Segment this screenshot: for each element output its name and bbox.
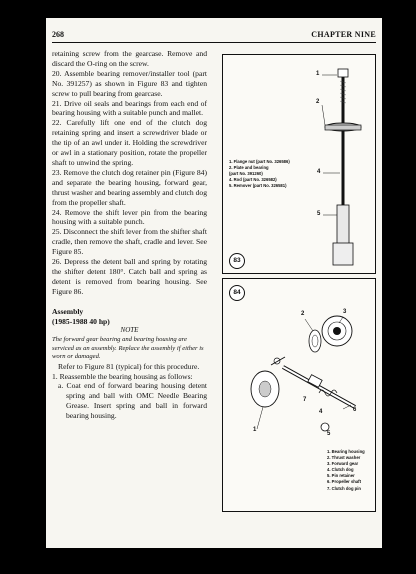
- page-header: [52, 28, 376, 43]
- callout-5: 5: [327, 431, 331, 437]
- callout-5: 5: [317, 211, 321, 217]
- figure-84: [222, 278, 376, 512]
- section-heading: Assembly: [52, 306, 84, 316]
- paragraph: 24. Remove the shift lever pin from the bearing housing with a suitable punch.: [52, 207, 207, 227]
- chapter-title: CHAPTER NINE: [311, 30, 376, 39]
- callout-3: 3: [343, 309, 347, 315]
- figure-83: [222, 54, 376, 274]
- left-text-column: [52, 49, 207, 421]
- section-subheading: (1985-1988 40 hp): [52, 316, 110, 326]
- page-number: 268: [52, 30, 64, 39]
- figure-84-legend: 1. Bearing housing 2. Thrust washer 3. Forward gear 4. Clutch dog 5. Pin retainer 6. Propeller shaft 7. Clutch dog pin: [327, 449, 365, 491]
- paragraph: Refer to Figure 81 (typical) for this procedure.: [58, 361, 200, 371]
- callout-7: 7: [303, 397, 307, 403]
- step: 1. Reassemble the bearing housing as follows:: [52, 371, 193, 381]
- paragraph: 26. Depress the detent ball and spring by rotating the shifter detent 180°. Catch ball and spring as detent is removed from bearing housing. See Figure 86.: [52, 257, 207, 296]
- paragraph: 20. Assemble bearing remover/installer tool (part No. 391257) as shown in Figure 83 and tighten screw to pull bearing from gearcase.: [52, 68, 207, 98]
- callout-2: 2: [301, 311, 305, 317]
- paragraph: 25. Disconnect the shift lever from the shifter shaft cradle, then remove the shaft, cradle and lever. See Figure 85.: [52, 227, 207, 257]
- paragraph: retaining screw from the gearcase. Remove and discard the O-ring on the screw.: [52, 49, 207, 68]
- paragraph: 22. Carefully lift one end of the clutch dog retaining spring and insert a screwdriver blade or the tip of an awl under it. Holding the screwdriver or awl in a stationary position, rotate the propeller shaft to unwind the spring.: [52, 118, 207, 167]
- callout-4: 4: [317, 169, 321, 175]
- figure-number-badge: 84: [229, 285, 245, 301]
- manual-page: [46, 18, 382, 548]
- note-title: NOTE: [120, 326, 139, 335]
- sub-step: a. Coat end of forward bearing housing detent spring and ball with OMC Needle Bearing Grease. Insert spring and ball in forward bearing housing.: [58, 381, 207, 421]
- paragraph: 23. Remove the clutch dog retainer pin (Figure 84) and separate the bearing housing, forward gear, thrust washer and bearing assembly and clutch dog from the propeller shaft.: [52, 167, 207, 207]
- figure-number-badge: 83: [229, 253, 245, 269]
- paragraph: 21. Drive oil seals and bearings from each end of bearing housing with a suitable punch and mallet.: [52, 98, 207, 118]
- callout-6: 6: [353, 407, 357, 413]
- note-text: The forward gear bearing and bearing housing are serviced as an assembly. Replace the assembly if either is worn or damaged.: [52, 336, 204, 361]
- callout-4: 4: [319, 409, 323, 415]
- figure-83-legend: 1. Flange nut (part No. 326586) 2. Plate and bearing (part No. 391260) 4. Rod (part No. 326582) 5. Remover (part No. 326581): [229, 159, 290, 189]
- callout-1: 1: [316, 71, 320, 77]
- callout-1: 1: [253, 427, 257, 433]
- callout-2: 2: [316, 99, 320, 105]
